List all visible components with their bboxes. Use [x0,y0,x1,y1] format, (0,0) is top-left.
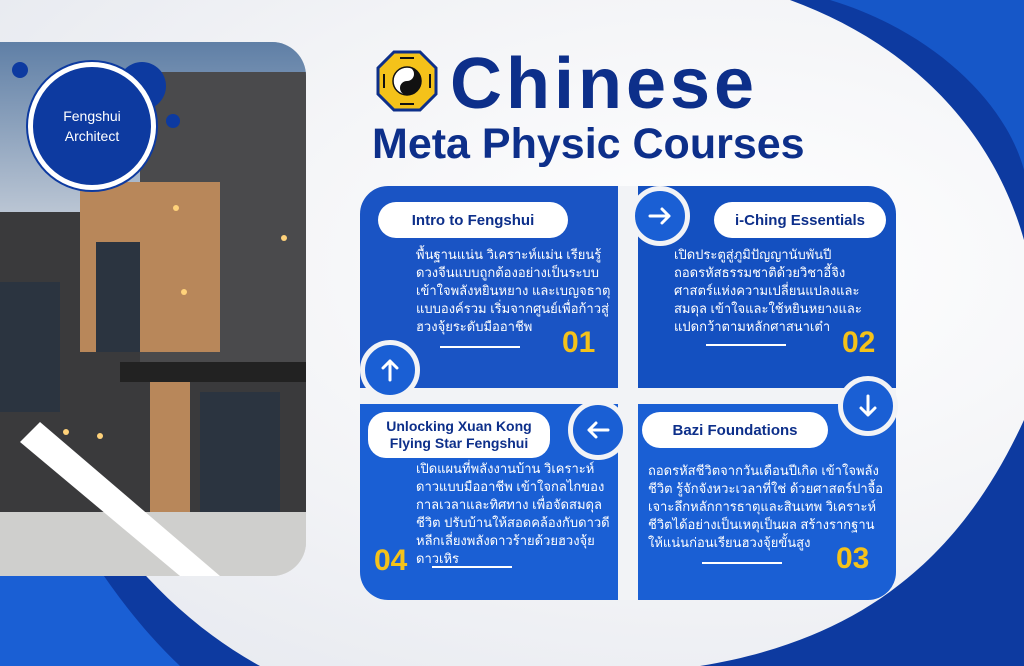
fengshui-architect-badge [28,62,156,190]
decor-dot [166,114,180,128]
title-sub: Meta Physic Courses [372,120,805,168]
course-title-1: Intro to Fengshui [378,202,568,238]
course-desc-2: เปิดประตูสู่ภูมิปัญญานับพันปี ถอดรหัสธรรมชาติด้วยวิชาอี้จิง ศาสตร์แห่งความเปลี่ยนแปลงและสมดุล เข้าใจและใช้หยินหยางและแปดกว้าตามหลักศาสนาเต๋า [674,247,862,334]
arrow-up-icon [360,340,420,400]
course-number-3: 03 [836,542,870,575]
badge-label: Fengshui Architect [63,108,121,144]
title-main: Chinese [450,44,759,124]
course-title-4: Unlocking Xuan Kong Flying Star Fengshui [368,412,550,458]
decor-dot [12,62,28,78]
course-desc-1: พื้นฐานแน่น วิเคราะห์แม่น เรียนรู้ดวงจีนแบบถูกต้องอย่างเป็นระบบ เข้าใจพลังหยินหยาง และเบญจธาตุแบบองค์รวม เริ่มจากศูนย์เพื่อก้าวสู่ฮวงจุ้ยระดับมืออาชีพ [416,247,611,334]
course-title-2: i-Ching Essentials [714,202,886,238]
arrow-left-icon [568,400,628,460]
divider [706,344,786,346]
course-desc-4: เปิดแผนที่พลังงานบ้าน วิเคราะห์ดาวแบบมืออาชีพ เข้าใจกลไกของกาลเวลาและทิศทาง เพื่อจัดสมดุลชีวิต ปรับบ้านให้สอดคล้องกับดาวดี หลีกเลี่ยงพลังดาวร้ายด้วยฮวงจุ้ยดาวเหิร [416,461,610,566]
course-number-1: 01 [562,326,596,359]
divider [432,566,512,568]
divider [702,562,782,564]
arrow-right-icon [630,186,690,246]
bagua-icon [376,50,438,112]
divider [440,346,520,348]
course-number-2: 02 [842,326,876,359]
arrow-down-icon [838,376,898,436]
course-desc-3: ถอดรหัสชีวิตจากวันเดือนปีเกิด เข้าใจพลังชีวิต รู้จักจังหวะเวลาที่ใช่ ด้วยศาสตร์ปาจื้อ เจาะลึกหลักการธาตุและสินเทพ วิเคราะห์ชีวิตได้อย่างเป็นเหตุเป็นผล สร้างรากฐานให้แน่นก่อนเรียนฮวงจุ้ยขั้นสูง [648,463,884,550]
course-title-3: Bazi Foundations [642,412,828,448]
cross-divider [360,388,896,404]
course-number-4: 04 [374,544,408,577]
